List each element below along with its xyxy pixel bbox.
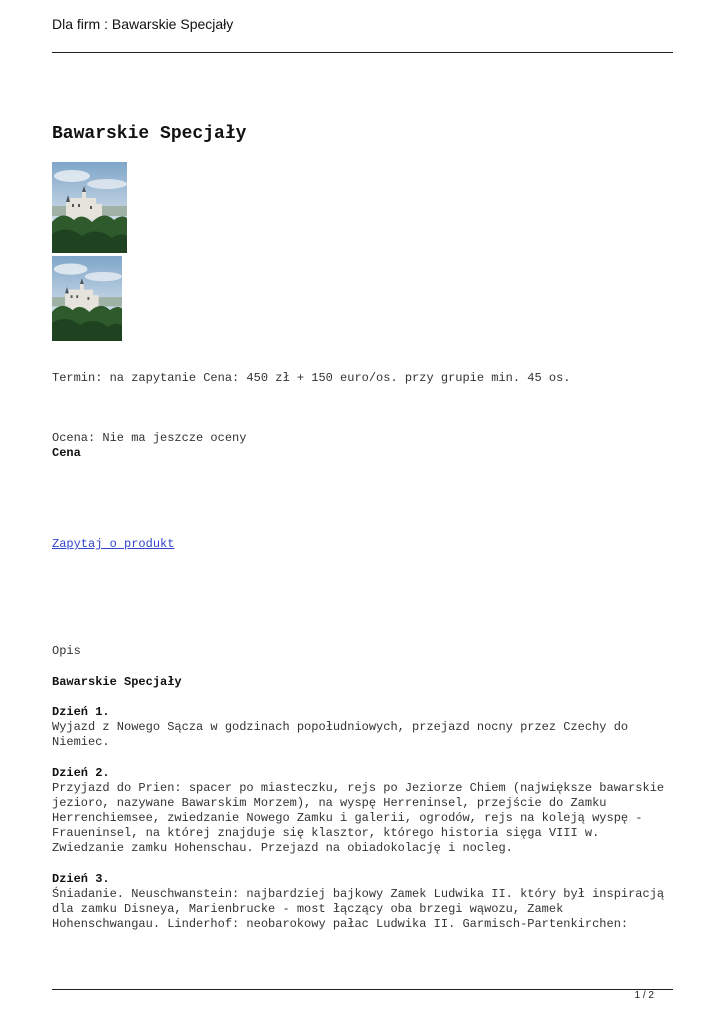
document-header-title: Dla firm : Bawarskie Specjały [52, 16, 234, 32]
header-divider [52, 52, 673, 53]
product-image-2[interactable] [52, 256, 122, 341]
description-label: Opis [52, 644, 81, 658]
product-title: Bawarskie Specjały [52, 124, 247, 144]
description-heading: Bawarskie Specjały [52, 675, 182, 689]
day-2-title: Dzień 2. [52, 766, 110, 780]
product-image-1[interactable] [52, 162, 127, 253]
day-1-title: Dzień 1. [52, 705, 110, 719]
price-label: Cena [52, 446, 81, 460]
day-3-title: Dzień 3. [52, 872, 110, 886]
day-2-text: Przyjazd do Prien: spacer po miasteczku, rejs po Jeziorze Chiem (największe bawarskie jezioro, nazywane Bawarskim Morzem), na wyspę Herreninsel, przejście do Zamku Herrenchiemsee, zwiedzanie Nowego Zamku i galerii, ogrodów, rejs na koleją wyspę - Fraueninsel, na której znajduje się klasztor, którego historia sięga VIII w. Zwiedzanie zamku Hohenschau. Przejazd na obiadokolację i nocleg. [52, 781, 665, 855]
page-number: 1 / 2 [634, 990, 654, 1001]
ask-about-product-link[interactable]: Zapytaj o produkt [52, 537, 175, 551]
day-1-text: Wyjazd z Nowego Sącza w godzinach popołudniowych, przejazd nocny przez Czechy do Niemiec. [52, 720, 629, 749]
term-price-line: Termin: na zapytanie Cena: 450 zł + 150 euro/os. przy grupie min. 45 os. [52, 371, 571, 385]
day-3-text: Śniadanie. Neuschwanstein: najbardziej bajkowy Zamek Ludwika II. który był inspiracją dla zamku Disneya, Marienbrucke - most łączący oba brzegi wąwozu, Zamek Hohenschwangau. Linderhof: neobarokowy pałac Ludwika II. Garmisch-Partenkirchen: [52, 887, 665, 931]
rating-line: Ocena: Nie ma jeszcze oceny [52, 431, 247, 445]
footer-divider [52, 989, 673, 990]
